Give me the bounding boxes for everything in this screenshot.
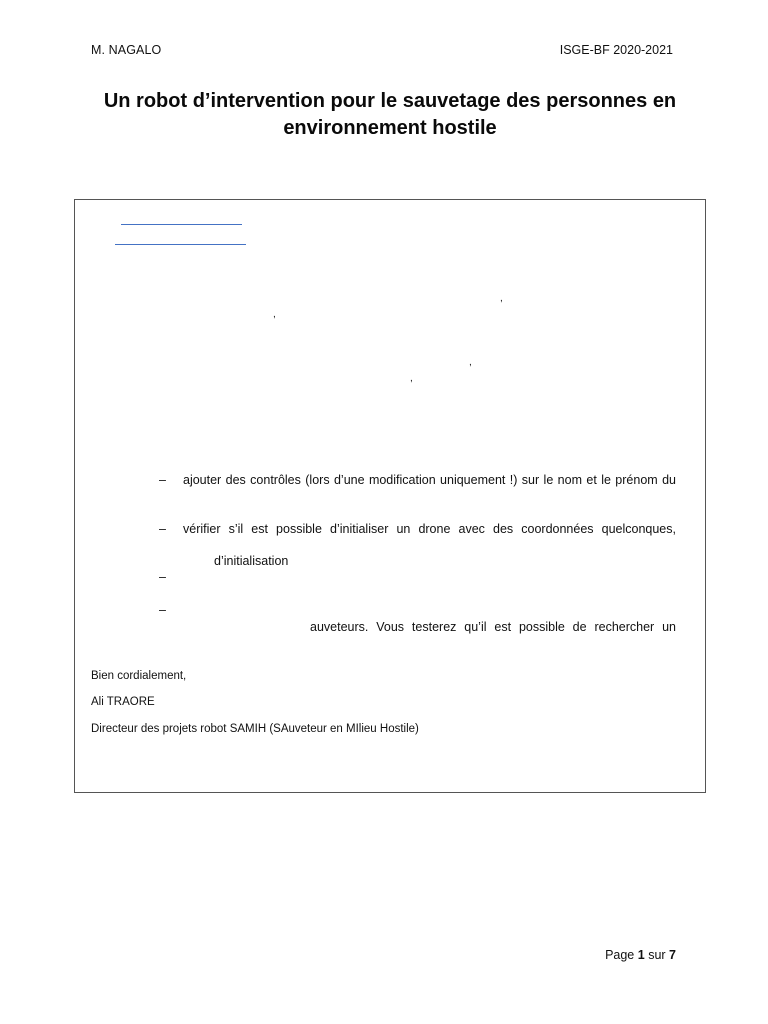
page-label: Page <box>605 948 635 962</box>
bullet-continuation: auveteurs. Vous testerez qu’il est possible de rechercher un <box>310 620 676 634</box>
comma-mark: , <box>500 293 503 304</box>
title-line-2: environnement hostile <box>283 117 497 139</box>
bullet-text: vérifier s’il est possible d’initialiser un drone avec des coordonnées quelconques, <box>183 522 676 536</box>
closing-salutation: Bien cordialement, <box>91 670 187 682</box>
document-title <box>60 88 720 142</box>
bullet-marker: – <box>159 522 166 536</box>
hyperlink-underline-1[interactable] <box>121 224 242 225</box>
comma-mark: , <box>273 309 276 320</box>
closing-signatory: Ali TRAORE <box>91 696 155 708</box>
content-frame <box>74 199 706 793</box>
page-separator: sur <box>648 948 666 962</box>
title-line-1: Un robot d’intervention pour le sauvetage des personnes en <box>103 90 677 112</box>
bullet-marker: – <box>159 570 166 584</box>
page-number <box>605 948 676 962</box>
comma-mark: , <box>469 357 472 368</box>
bullet-marker: – <box>159 603 166 617</box>
comma-mark: , <box>410 373 413 384</box>
bullet-text: ajouter des contrôles (lors d’une modification uniquement !) sur le nom et le prénom du <box>183 473 676 487</box>
header-author: M. NAGALO <box>91 43 162 57</box>
closing-role: Directeur des projets robot SAMIH (SAuveteur en MIlieu Hostile) <box>91 723 419 735</box>
header-institution: ISGE-BF 2020-2021 <box>559 43 673 57</box>
bullet-continuation: d’initialisation <box>214 554 289 568</box>
hyperlink-underline-2[interactable] <box>115 244 246 245</box>
page-current: 1 <box>637 948 645 962</box>
page-total: 7 <box>669 948 676 962</box>
bullet-marker: – <box>159 473 166 487</box>
